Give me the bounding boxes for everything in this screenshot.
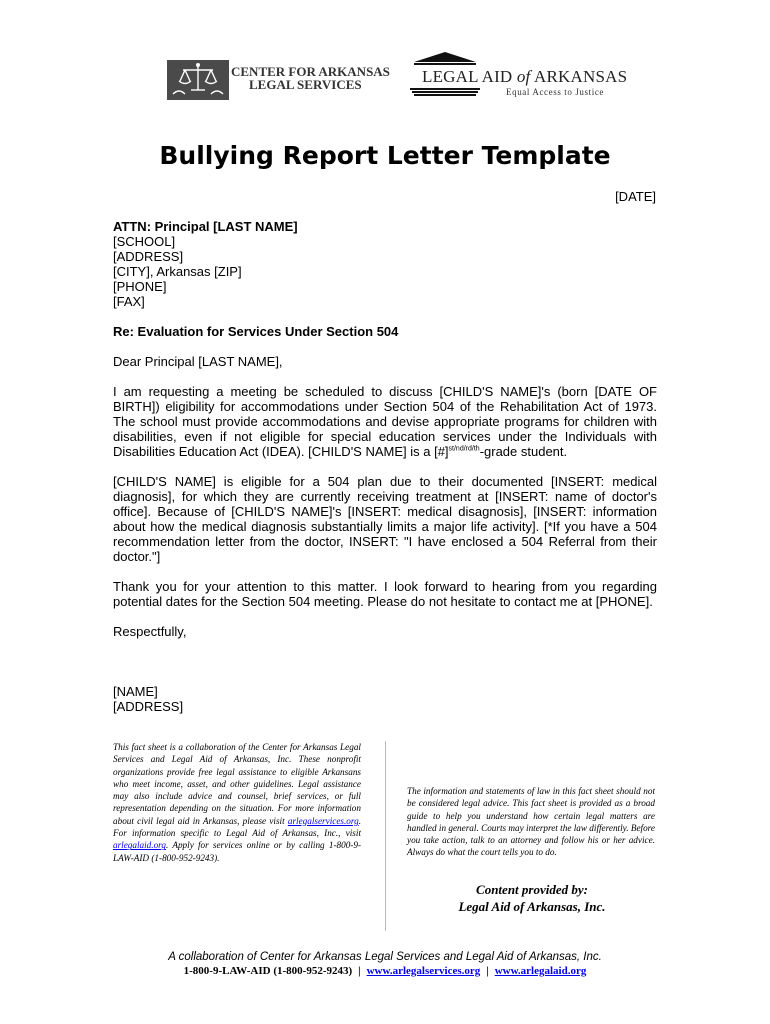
paragraph-3: Thank you for your attention to this matter. I look forward to hearing from you regarding potential dates for the Section 504 meeting. Please do not hesitate to contact me at [PHONE]. [113,579,657,609]
laa-title-b: ARKANSAS [530,67,628,86]
letter-date: [DATE] [615,189,656,204]
paragraph-1-text: I am requesting a meeting be scheduled to discuss [CHILD'S NAME]'s (born [DATE OF BIRTH]) eligibility for accommodations under Section 504 of the Rehabilitation Act of 1973. The school must provide accommodations and devise appropriate programs for children with disabilities, even if not eligible for special education services under the Individuals with Disabilities Education Act (IDEA). [CHILD'S NAME] is a [#] [113,384,657,459]
recipient-block [113,219,657,309]
letter-body [113,219,657,714]
page-footer [0,950,770,978]
column-divider [385,741,386,931]
paragraph-2: [CHILD'S NAME] is eligible for a 504 plan due to their documented [INSERT: medical diagnosis], for which they are currently receiving treatment at [INSERT: name of doctor's office]. Because of [CHILD'S NAME]'s [INSERT: medical disagnosis], [INSERT: information about how the medical diagnosis substantially limits a major life activity]. [*If you have a 504 recommendation letter from the doctor, INSERT: "I have enclosed a 504 Referral from their doctor."] [113,474,657,564]
footer-separator-2: | [486,965,489,977]
recipient-attn: ATTN: Principal [LAST NAME] [113,219,298,234]
factsheet-collaboration-note [113,741,361,864]
paragraph-1 [113,384,657,459]
paragraph-1-ordinal: st/nd/rd/th [448,445,480,453]
cals-logo [167,60,405,100]
credit-line2: Legal Aid of Arkansas, Inc. [458,899,606,914]
footer-phone: 1-800-9-LAW-AID (1-800-952-9243) [183,965,353,977]
cals-name-line2: LEGAL SERVICES [249,77,362,92]
arlegalaid-link[interactable]: arlegalaid.org [113,840,166,851]
recipient-address: [ADDRESS] [113,249,184,264]
factsheet-text-a: This fact sheet is a collaboration of the Center for Arkansas Legal Services and Legal Aid of Arkansas, Inc. These nonprofit organizations provide free legal assistance to eligible Arkansans who meet income, asset, and other guidelines. Legal assistance may also include advice and counsel, brief services, or full representation depending on the situation. For more information about civil legal aid in Arkansas, please visit [113,742,361,826]
laa-tagline: Equal Access to Justice [506,87,605,97]
re-line: Re: Evaluation for Services Under Section 504 [113,324,399,339]
signature-space [113,654,657,684]
cals-name [231,65,390,91]
factsheet-text-b: . For information specific to Legal Aid of Arkansas, Inc., visit [113,815,361,839]
credit-line1: Content provided by: [476,882,588,897]
laa-title-of: of [516,67,531,86]
laa-title [422,67,627,87]
recipient-phone: [PHONE] [113,279,167,294]
recipient-fax: [FAX] [113,294,145,309]
signature-name: [NAME] [113,684,158,699]
footer-separator-1: | [358,965,361,977]
footer-link-arlegalaid[interactable]: www.arlegalaid.org [494,965,587,977]
footer-collaboration: A collaboration of Center for Arkansas Legal Services and Legal Aid of Arkansas, Inc. [168,951,602,963]
scales-of-justice-icon [167,60,229,100]
document-title: Bullying Report Letter Template [159,141,611,170]
cals-name-line1: CENTER FOR ARKANSAS [231,64,390,79]
footer-link-arlegalservices[interactable]: www.arlegalservices.org [366,965,481,977]
arlegalservices-link[interactable]: arlegalservices.org [287,815,359,826]
signature-address: [ADDRESS] [113,699,184,714]
laa-logo [410,50,628,100]
footer-contact [0,964,770,978]
recipient-city: [CITY], Arkansas [ZIP] [113,264,242,279]
salutation: Dear Principal [LAST NAME], [113,354,283,369]
recipient-school: [SCHOOL] [113,234,176,249]
laa-title-a: LEGAL AID [422,67,517,86]
paragraph-1-end: -grade student. [479,444,568,459]
legal-disclaimer: The information and statements of law in this fact sheet should not be considered legal advice. This fact sheet is provided as a broad guide to help you understand how certain legal matters are handled in general. Courts may interpret the law differently. Before you take action, talk to an attorney and follow his or her advice. Always do what the court tells you to do. [407,786,655,858]
content-credit [407,881,657,915]
closing: Respectfully, [113,624,187,639]
factsheet-text-c: . Apply for services online or by calling 1-800-9-LAW-AID (1-800-952-9243). [113,840,361,863]
